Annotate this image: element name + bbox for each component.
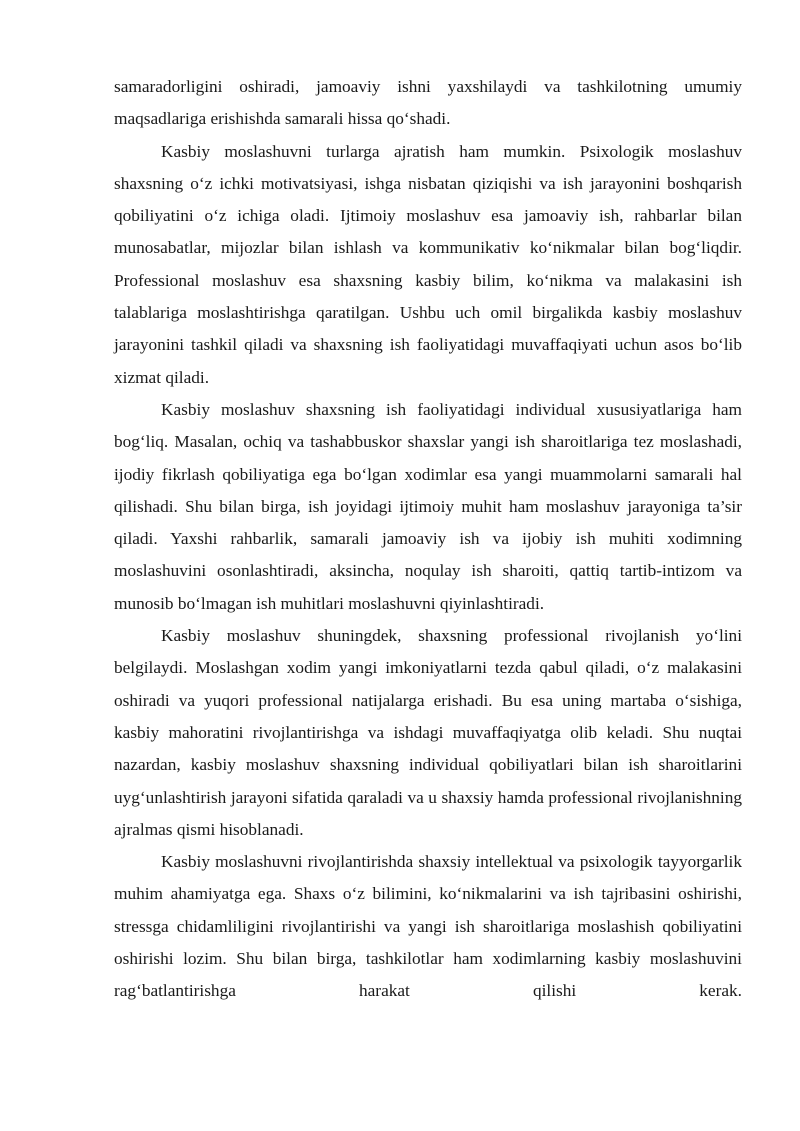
- document-body: [114, 71, 742, 1008]
- paragraph-intellectual-preparation: Kasbiy moslashuvni rivojlantirishda shaxsiy intellektual va psixologik tayyorgarlik muhim ahamiyatga ega. Shaxs o‘z bilimini, ko‘nikmalarini va ish tajribasini oshirishi, stressga chidamliligini rivojlantirishi va yangi ish sharoitlariga moslashish qobiliyatini oshirishi lozim. Shu bilan birga, tashkilotlar ham xodimlarning kasbiy moslashuvini rag‘batlantirishga harakat qilishi kerak.: [114, 852, 742, 1001]
- paragraph-adaptation-types: Kasbiy moslashuvni turlarga ajratish ham mumkin. Psixologik moslashuv shaxsning o‘z ichki motivatsiyasi, ishga nisbatan qiziqishi va ish jarayonini boshqarish qobiliyatini o‘z ichiga oladi. Ijtimoiy moslashuv esa jamoaviy ish, rahbarlar bilan munosabatlar, mijozlar bilan ishlash va kommunikativ ko‘nikmalar bilan bog‘liqdir. Professional moslashuv esa shaxsning kasbiy bilim, ko‘nikma va malakasini ish talablariga moslashtirishga qaratilgan. Ushbu uch omil birgalikda kasbiy moslashuv jarayonini tashkil qiladi va shaxsning ish faoliyatidagi muvaffaqiyati uchun asos bo‘lib xizmat qiladi.: [114, 141, 742, 387]
- paragraph-continuation: samaradorligini oshiradi, jamoaviy ishni yaxshilaydi va tashkilotning umumiy maqsadlariga erishishda samarali hissa qo‘shadi.: [114, 77, 742, 129]
- paragraph-individual-traits: Kasbiy moslashuv shaxsning ish faoliyatidagi individual xususiyatlariga ham bog‘liq. Masalan, ochiq va tashabbuskor shaxslar yangi ish sharoitlariga tez moslashadi, ijodiy fikrlash qobiliyatiga ega bo‘lgan xodimlar esa yangi muammolarni samarali hal qilishadi. Shu bilan birga, ish joyidagi ijtimoiy muhit ham moslashuv jarayoniga ta’sir qiladi. Yaxshi rahbarlik, samarali jamoaviy ish va ijobiy ish muhiti xodimning moslashuvini osonlashtiradi, aksincha, noqulay ish sharoiti, qattiq tartib-intizom va munosib bo‘lmagan ish muhitlari moslashuvni qiyinlashtiradi.: [114, 399, 742, 613]
- paragraph-professional-development: Kasbiy moslashuv shuningdek, shaxsning professional rivojlanish yo‘lini belgilaydi. Moslashgan xodim yangi imkoniyatlarni tezda qabul qiladi, o‘z malakasini oshiradi va yuqori professional natijalarga erishadi. Bu esa uning martaba o‘sishiga, kasbiy mahoratini rivojlantirishga va ishdagi muvaffaqiyatga olib keladi. Shu nuqtai nazardan, kasbiy moslashuv shaxsning individual qobiliyatlari bilan ish sharoitlarini uyg‘unlashtirish jarayoni sifatida qaraladi va u shaxsiy hamda professional rivojlanishning ajralmas qismi hisoblanadi.: [114, 626, 742, 839]
